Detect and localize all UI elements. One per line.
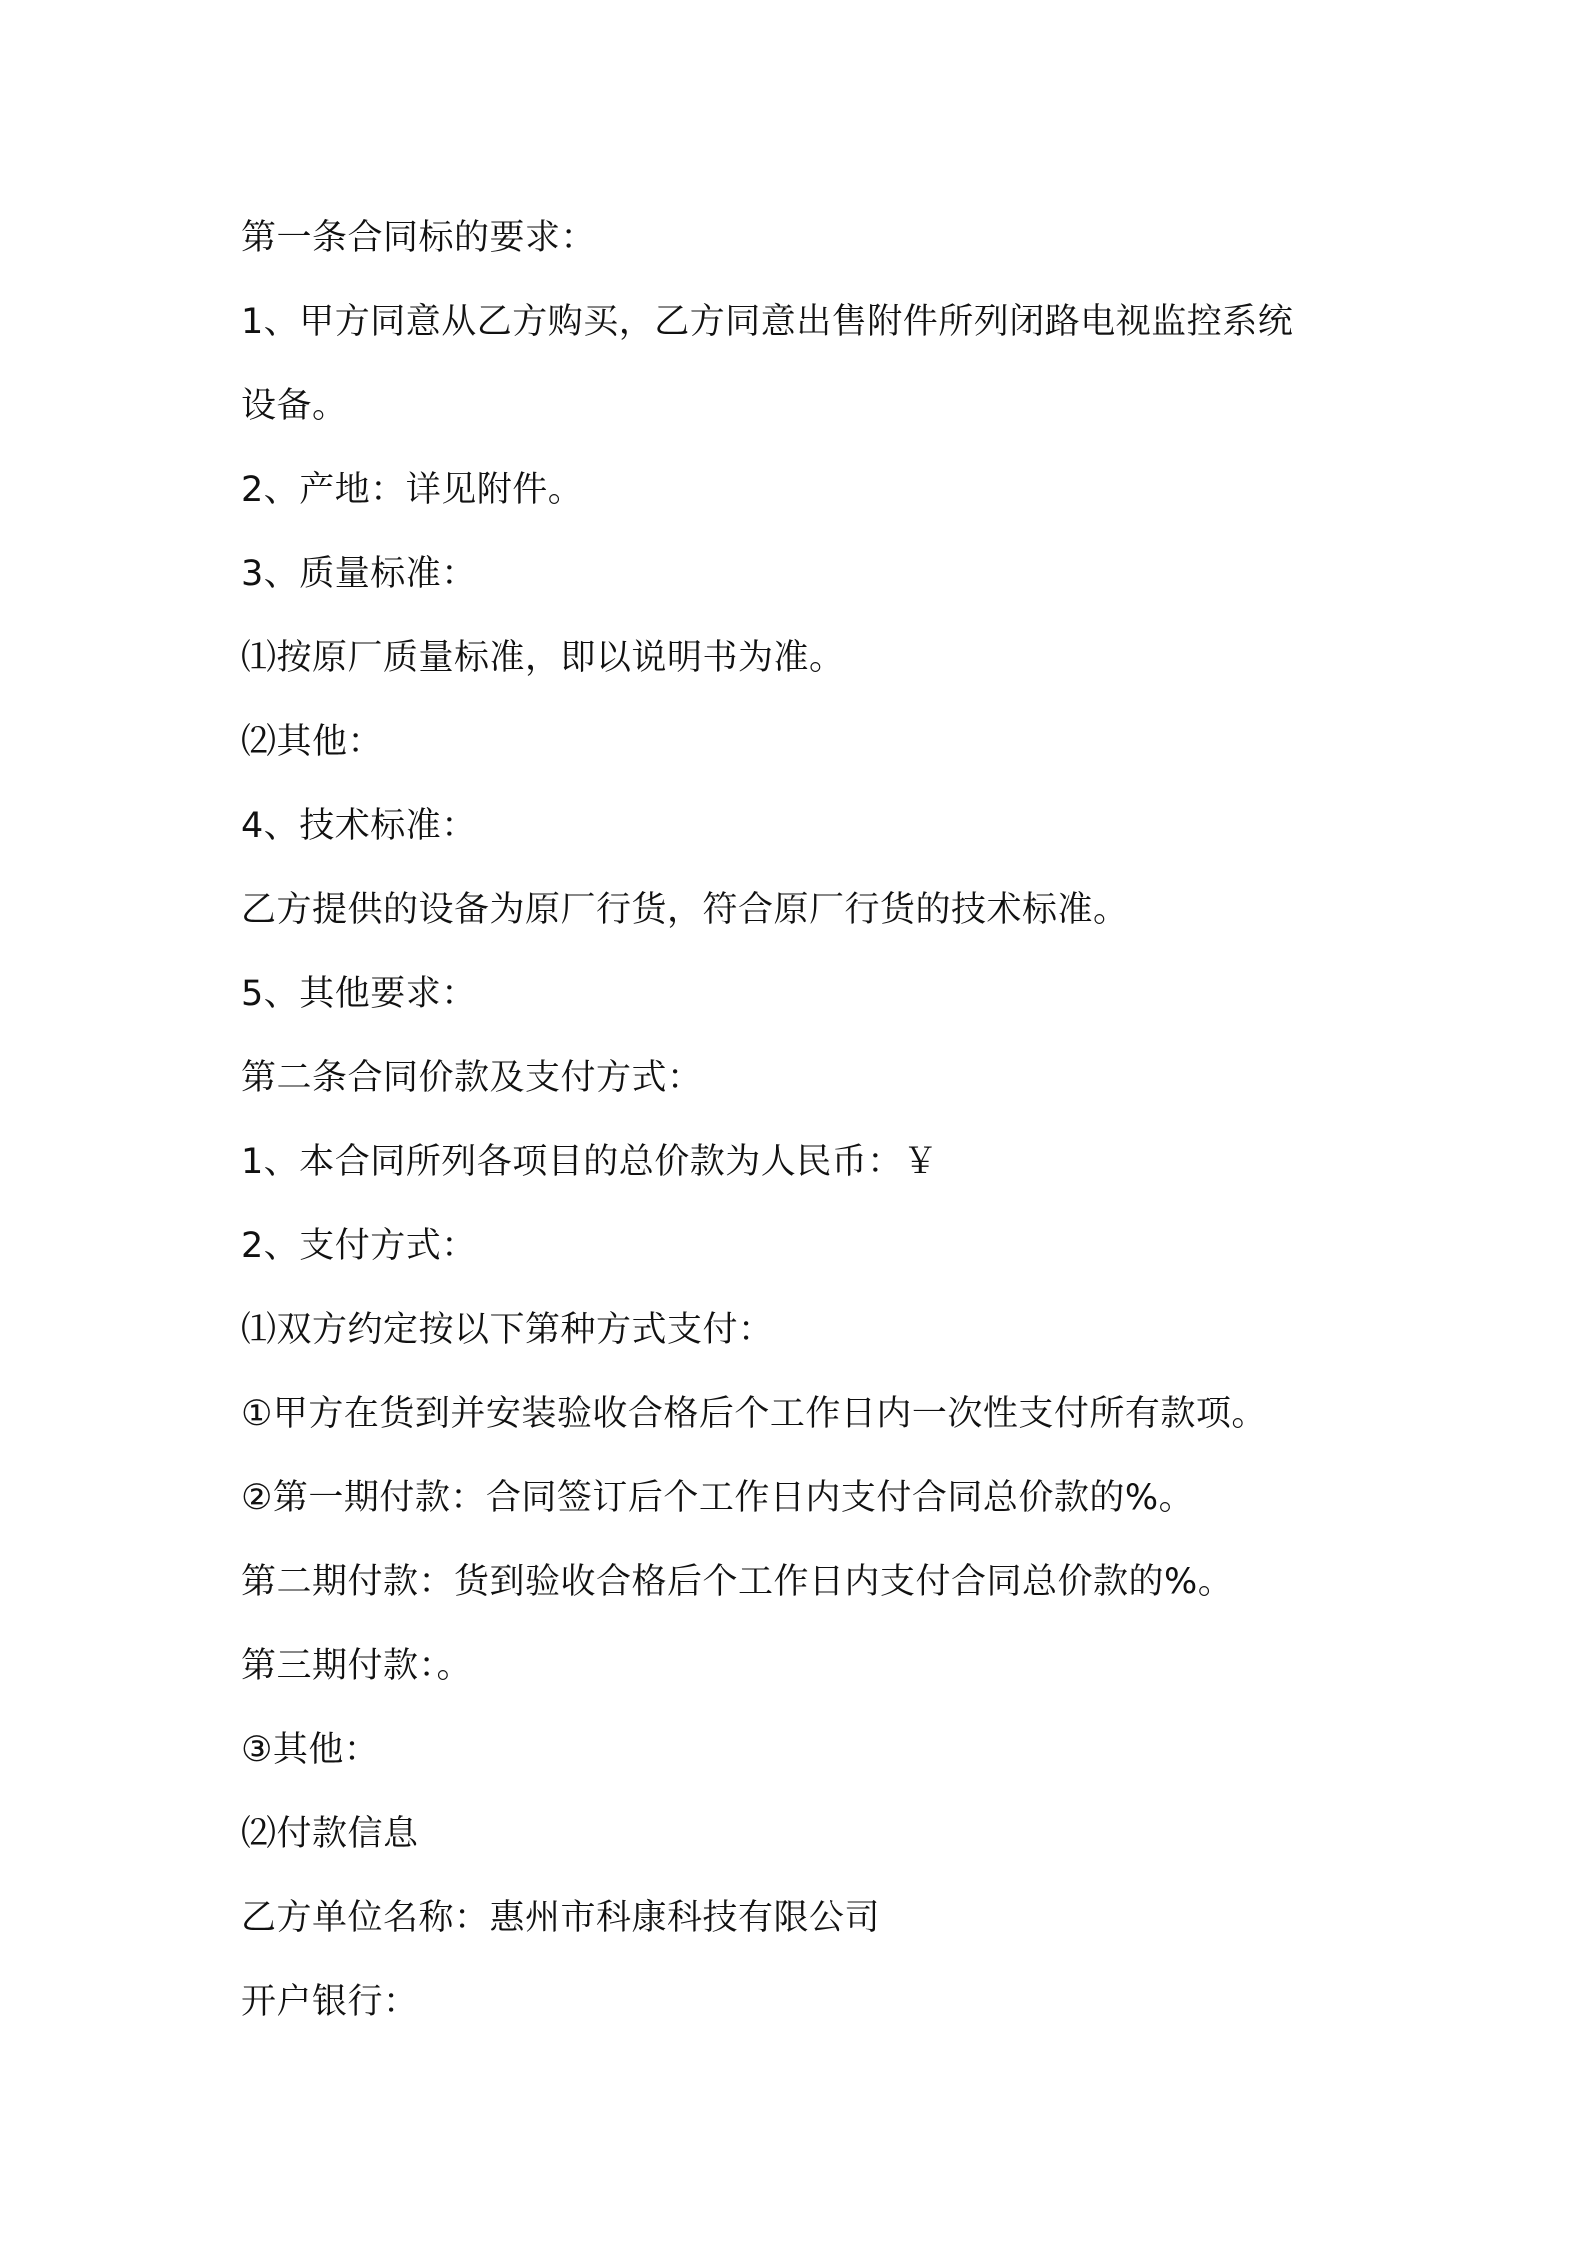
article-1-heading: 第一条合同标的要求： [241,218,597,258]
payment-option-2-first: ②第一期付款：合同签订后个工作日内支付合同总价款的%。 [241,1478,1195,1518]
quality-standard-2: ⑵其他： [241,722,384,762]
payment-method-1: ⑴双方约定按以下第种方式支付： [241,1310,774,1350]
technical-standard-text: 乙方提供的设备为原厂行货，符合原厂行货的技术标准。 [241,890,1129,930]
article-2-heading: 第二条合同价款及支付方式： [241,1058,703,1098]
payment-info-heading: ⑵付款信息 [241,1814,419,1854]
payment-option-1: ①甲方在货到并安装验收合格后个工作日内一次性支付所有款项。 [241,1394,1267,1434]
payment-option-2-second: 第二期付款：货到验收合格后个工作日内支付合同总价款的%。 [241,1562,1234,1602]
article-1-item-1-continued: 设备。 [241,386,348,426]
article-2-item-1: 1、本合同所列各项目的总价款为人民币：￥ [241,1142,939,1182]
opening-bank: 开户银行： [241,1982,419,2022]
contract-text [241,196,1391,2044]
article-2-item-2: 2、支付方式： [241,1226,477,1266]
article-1-item-1: 1、甲方同意从乙方购买，乙方同意出售附件所列闭路电视监控系统 [241,302,1294,342]
article-1-item-4: 4、技术标准： [241,806,477,846]
payment-option-3: ③其他： [241,1730,380,1770]
payment-option-2-third: 第三期付款：。 [241,1646,473,1686]
article-1-item-2: 2、产地：详见附件。 [241,470,584,510]
article-1-item-3: 3、质量标准： [241,554,477,594]
quality-standard-1: ⑴按原厂质量标准，即以说明书为准。 [241,638,845,678]
article-1-item-5: 5、其他要求： [241,974,477,1014]
party-b-company-name: 乙方单位名称：惠州市科康科技有限公司 [241,1898,881,1938]
